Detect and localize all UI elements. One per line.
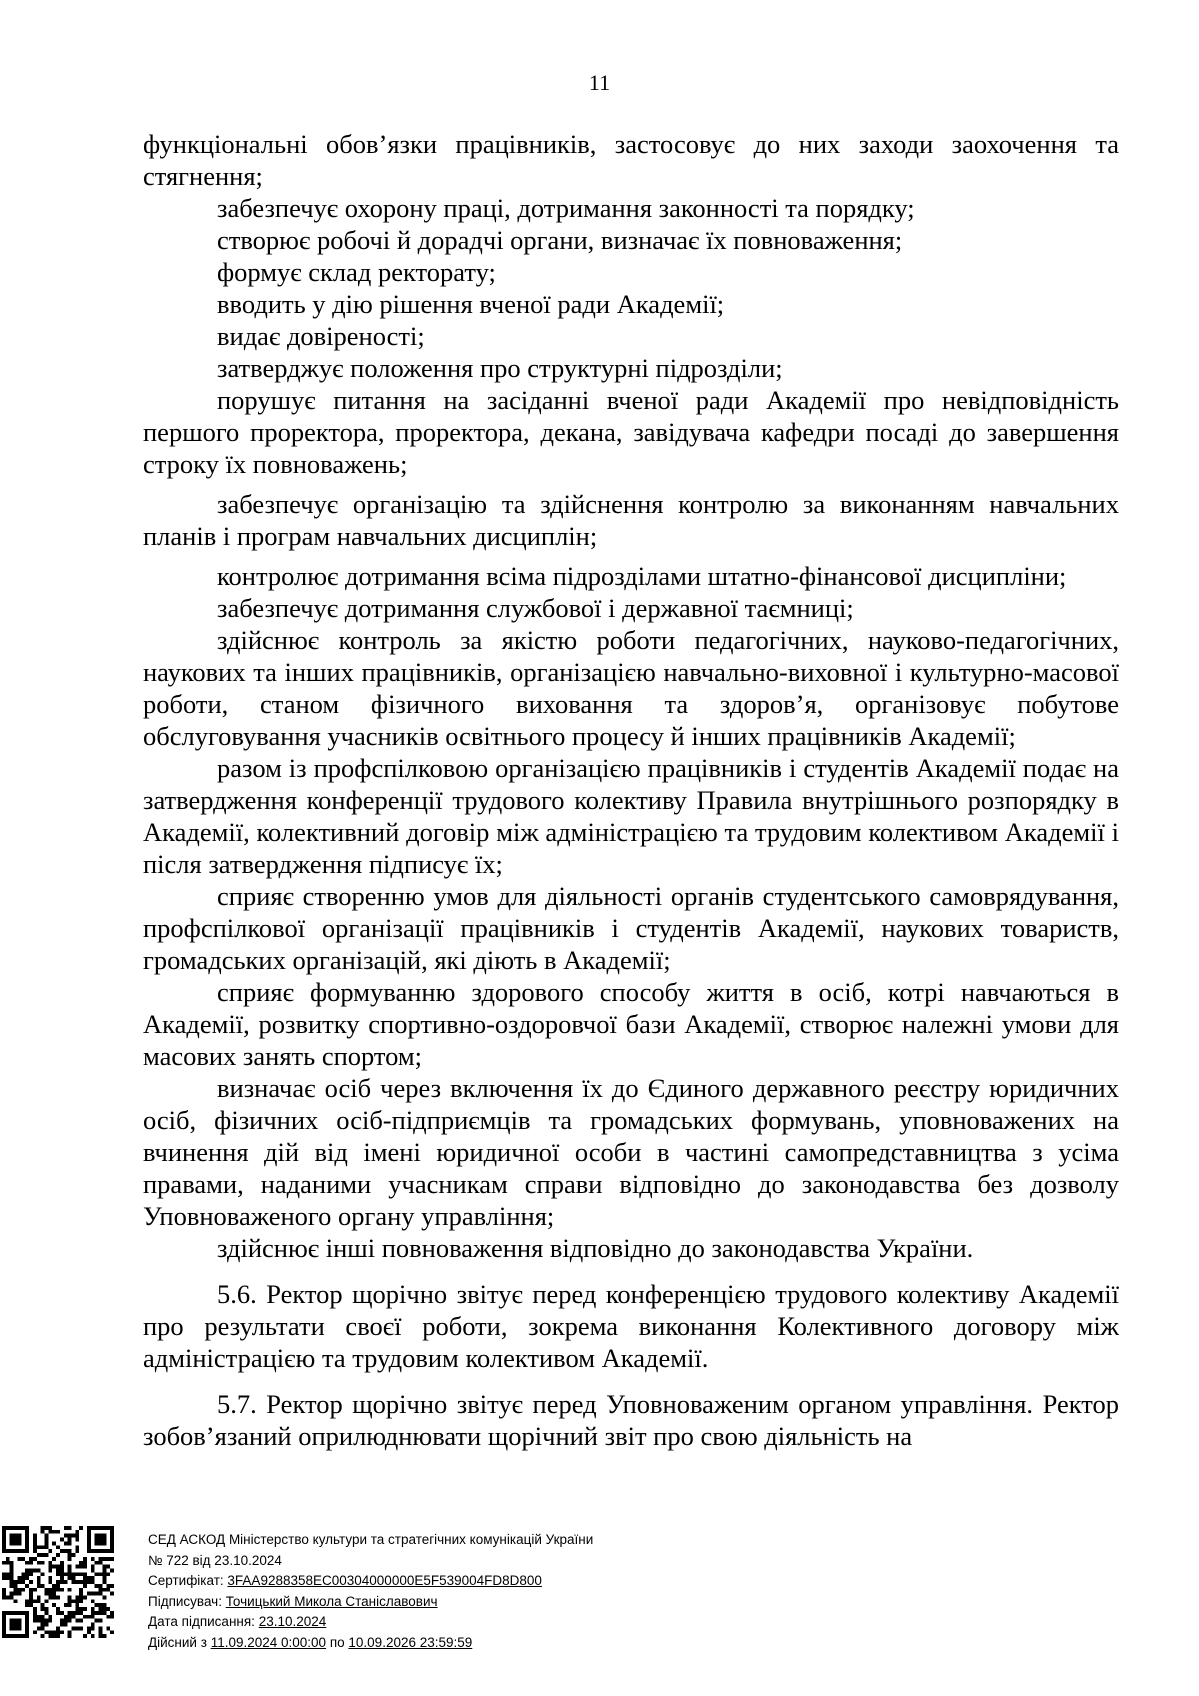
paragraph: порушує питання на засіданні вченої ради Академії про невідповідність першого проректора, проректора, декана, завідувача кафедри посаді до завершення строку їх повноважень;: [143, 385, 1119, 479]
stamp-sign-date-value: 23.10.2024: [258, 1614, 327, 1629]
page-number: 11: [588, 70, 611, 95]
stamp-valid-from-value: 11.09.2024 0:00:00: [210, 1634, 327, 1650]
stamp-number-line: № 722 від 23.10.2024: [148, 1552, 282, 1568]
stamp-valid-to-value: 10.09.2026 23:59:59: [348, 1634, 473, 1650]
paragraph: сприяє формуванню здорового способу життя в осіб, котрі навчаються в Академії, розвитку спортивно-оздоровчої бази Академії, створює належні умови для масових занять спортом;: [143, 977, 1119, 1071]
qr-code-icon: [2, 1526, 114, 1638]
paragraph: створює робочі й дорадчі органи, визначає їх повноваження;: [217, 225, 903, 255]
paragraph: забезпечує організацію та здійснення контролю за виконанням навчальних планів і програм навчальних дисциплін;: [143, 489, 1119, 551]
stamp-signer-line: [148, 1592, 593, 1613]
paragraph: забезпечує охорону праці, дотримання законності та порядку;: [217, 193, 915, 223]
paragraph: контролює дотримання всіма підрозділами штатно-фінансової дисципліни;: [217, 561, 1067, 591]
stamp-certificate-line: [148, 1571, 593, 1592]
paragraph: сприяє створенню умов для діяльності органів студентського самоврядування, профспілкової організації працівників і студентів Академії, наукових товариств, громадських організацій, які діють в Академії;: [143, 881, 1119, 975]
signature-footer: [0, 1516, 700, 1696]
stamp-certificate-value: 3FAA9288358EC00304000000E5F539004FD8D800: [227, 1573, 542, 1588]
stamp-signer-label: Підписувач:: [148, 1593, 222, 1609]
stamp-validity-line: [148, 1633, 593, 1654]
stamp-sign-date-label: Дата підписання:: [148, 1614, 255, 1629]
paragraph: визначає осіб через включення їх до Єдиного державного реєстру юридичних осіб, фізичних осіб-підприємців та громадських формувань, уповноважених на вчинення дій від імені юридичної особи в частині самопредставництва з усіма правами, наданими учасникам справи відповідно до законодавства без дозволу Уповноваженого органу управління;: [143, 1073, 1119, 1231]
stamp-system-line: [148, 1530, 593, 1551]
electronic-signature-stamp: [148, 1530, 593, 1653]
paragraph: вводить у дію рішення вченої ради Академії;: [217, 289, 725, 319]
paragraph: функціональні обов’язки працівників, застосовує до них заходи заохочення та стягнення;: [143, 129, 1119, 191]
stamp-system-label: СЕД АСКОД: [148, 1532, 226, 1547]
paragraph: формує склад ректорату;: [217, 257, 496, 287]
stamp-sign-date-line: [148, 1612, 593, 1633]
stamp-ministry: Міністерство культури та стратегічних комунікацій України: [228, 1532, 594, 1547]
stamp-valid-to-label: по: [329, 1634, 345, 1650]
document-body: [143, 128, 1119, 1452]
paragraph: разом із профспілковою організацією працівників і студентів Академії подає на затвердження конференції трудового колективу Правила внутрішнього розпорядку в Академії, колективний договір між адміністрацією та трудовим колективом Академії і після затвердження підписує їх;: [143, 753, 1119, 879]
paragraph: здійснює інші повноваження відповідно до законодавства України.: [217, 1233, 974, 1263]
paragraph: затверджує положення про структурні підрозділи;: [217, 353, 783, 383]
paragraph: здійснює контроль за якістю роботи педагогічних, науково-педагогічних, наукових та інших працівників, організацією навчально-виховної і культурно-масової роботи, станом фізичного виховання та здоров’я, організовує побутове обслуговування учасників освітнього процесу й інших працівників Академії;: [143, 625, 1119, 751]
paragraph: 5.6. Ректор щорічно звітує перед конференцією трудового колективу Академії про результати своєї роботи, зокрема виконання Колективного договору між адміністрацією та трудовим колективом Академії.: [143, 1279, 1119, 1373]
paragraph: 5.7. Ректор щорічно звітує перед Уповноваженим органом управління. Ректор зобов’язаний оприлюднювати щорічний звіт про свою діяльність на: [143, 1389, 1119, 1451]
stamp-valid-from-label: Дійсний з: [148, 1634, 207, 1650]
stamp-signer-value: Точицький Микола Станіславович: [225, 1593, 438, 1609]
paragraph: забезпечує дотримання службової і державної таємниці;: [217, 593, 854, 623]
stamp-certificate-label: Сертифікат:: [148, 1573, 224, 1588]
paragraph: видає довіреності;: [217, 321, 425, 351]
